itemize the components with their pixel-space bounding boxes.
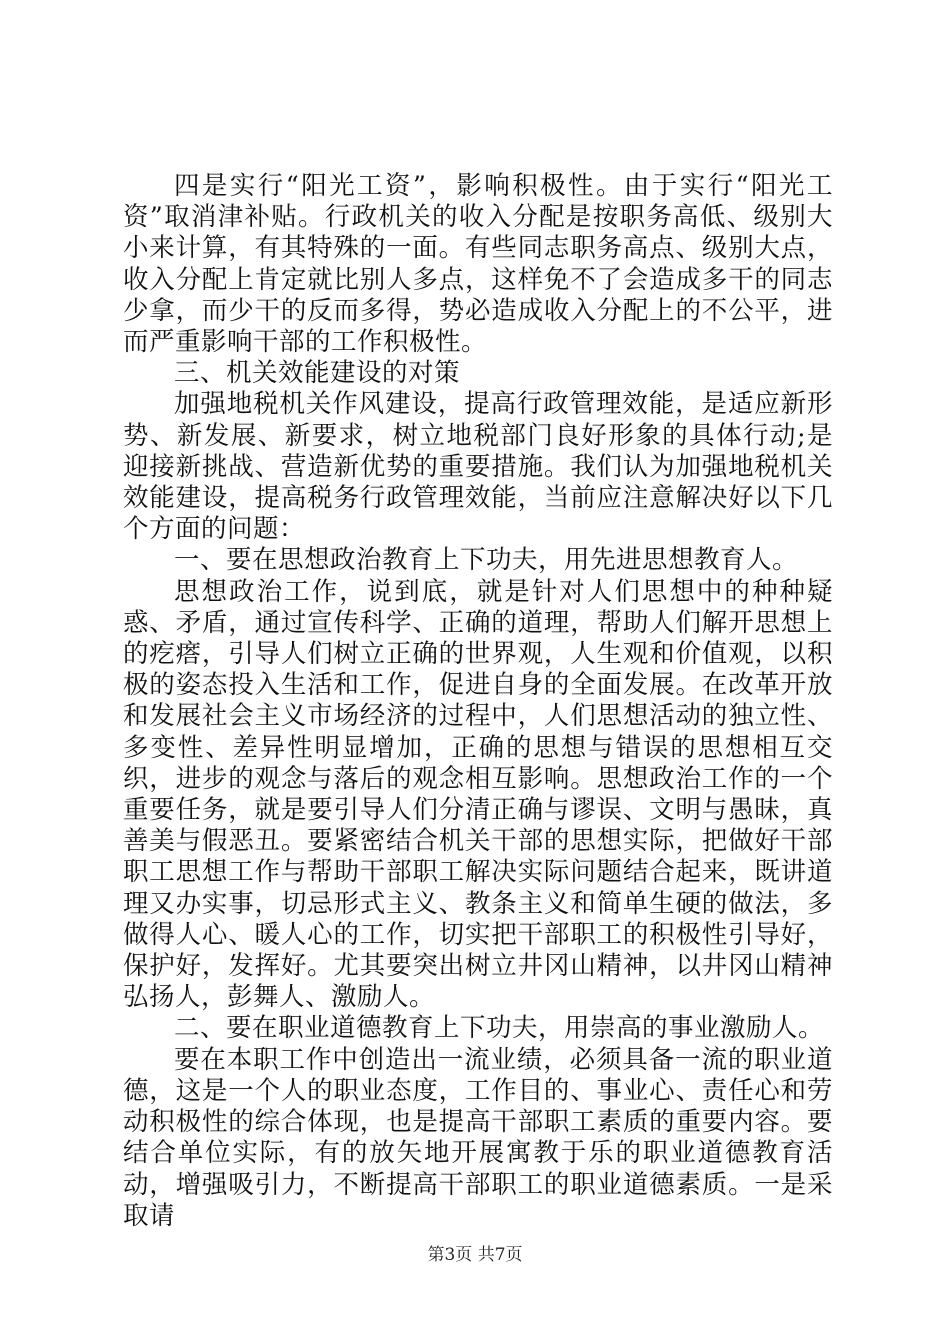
subheading-professional-ethics: 二、要在职业道德教育上下功夫，用崇高的事业激励人。 <box>174 1013 825 1044</box>
paragraph-intro-countermeasures: 加强地税机关作风建设，提高行政管理效能，是适应新形势、新发展、新要求，树立地税部门良好形象的具体行动;是迎接新挑战、营造新优势的重要措施。我们认为加强地税机关效能建设，提高税务行政管理效能，当前应注意解决好以下几个方面的问题： <box>123 389 833 545</box>
paragraph-sunshine-salary: 四是实行“阳光工资”，影响积极性。由于实行“阳光工资”取消津补贴。行政机关的收入分配是按职务高低、级别大小来计算，有其特殊的一面。有些同志职务高点、级别大点，收入分配上肯定就比别人多点，这样免不了会造成多干的同志少拿，而少干的反而多得，势必造成收入分配上的不公平，进而严重影响干部的工作积极性。 <box>123 171 833 358</box>
subheading-ideological-education: 一、要在思想政治教育上下功夫，用先进思想教育人。 <box>174 545 799 576</box>
section-heading-countermeasures: 三、机关效能建设的对策 <box>174 358 461 389</box>
page-number-footer: 第3页 共7页 <box>427 1245 523 1265</box>
paragraph-professional-ethics: 要在本职工作中创造出一流业绩，必须具备一流的职业道德，这是一个人的职业态度，工作目的、事业心、责任心和劳动积极性的综合体现，也是提高干部职工素质的重要内容。要结合单位实际，有的放矢地开展寓教于乐的职业道德教育活动，增强吸引力，不断提高干部职工的职业道德素质。一是采取请 <box>123 1044 833 1231</box>
body-text <box>123 171 833 1232</box>
paragraph-ideological-work: 思想政治工作，说到底，就是针对人们思想中的种种疑惑、矛盾，通过宣传科学、正确的道理，帮助人们解开思想上的疙瘩，引导人们树立正确的世界观，人生观和价值观，以积极的姿态投入生活和工作，促进自身的全面发展。在改革开放和发展社会主义市场经济的过程中，人们思想活动的独立性、多变性、差异性明显增加，正确的思想与错误的思想相互交织，进步的观念与落后的观念相互影响。思想政治工作的一个重要任务，就是要引导人们分清正确与谬误、文明与愚昧，真善美与假恶丑。要紧密结合机关干部的思想实际，把做好干部职工思想工作与帮助干部职工解决实际问题结合起来，既讲道理又办实事，切忌形式主义、教条主义和简单生硬的做法，多做得人心、暖人心的工作，切实把干部职工的积极性引导好，保护好，发挥好。尤其要突出树立井冈山精神，以井冈山精神弘扬人，彭舞人、激励人。 <box>123 576 833 1013</box>
